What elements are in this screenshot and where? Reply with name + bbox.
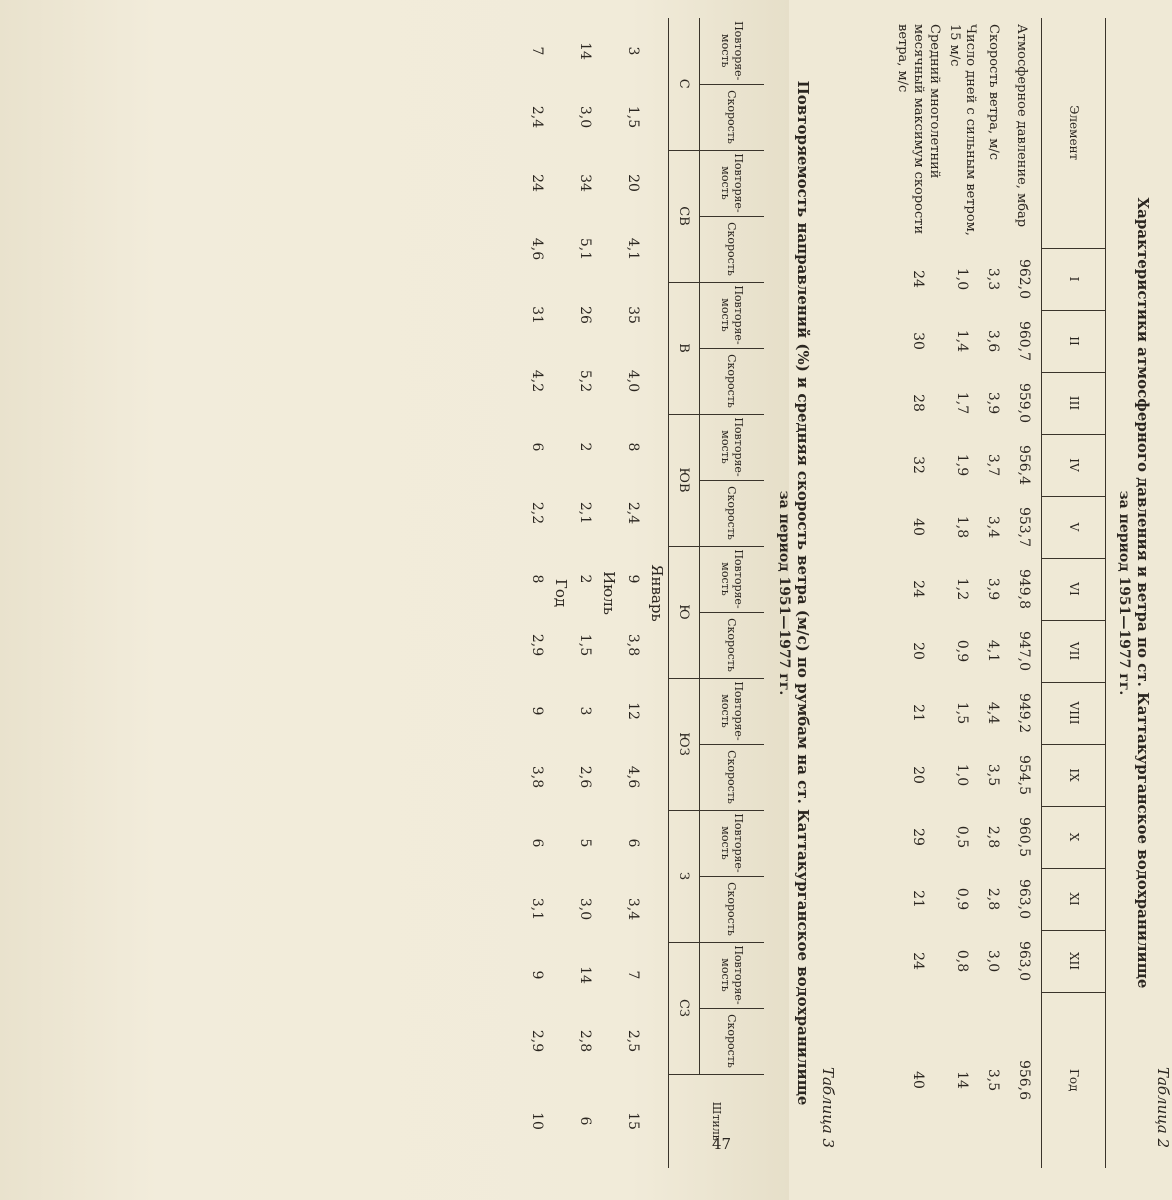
table2-title: Характеристики атмосферного давления и ветра по ст. Каттакурганское водохранилище <box>1134 197 1152 989</box>
table3-cell: 3,4 <box>625 897 641 921</box>
table3-cell: 9 <box>529 706 545 716</box>
table3-cell: 31 <box>529 306 545 324</box>
table3-header-speed: Скорость <box>700 1008 765 1074</box>
table3-cell: 35 <box>625 306 641 324</box>
table2-body <box>891 18 1042 1168</box>
table3-cell: 2,2 <box>529 501 545 525</box>
table2-cell: 963,0 <box>1016 940 1032 982</box>
table3-row <box>620 18 646 1168</box>
table2-cell: 956,6 <box>1016 1059 1032 1101</box>
table3-cell: 5,1 <box>577 237 593 261</box>
table3-cell: 4,1 <box>625 237 641 261</box>
table2-cell: 3,7 <box>985 453 1001 477</box>
table3-cell: 15 <box>625 1112 641 1130</box>
table2-cell: 3,5 <box>985 1068 1001 1092</box>
table3-cell: 4,6 <box>625 765 641 789</box>
table3-period-row <box>646 18 669 1168</box>
table3-cell: 6 <box>529 442 545 452</box>
table2-header-month: IX <box>1042 744 1107 806</box>
table3-cell: 3,8 <box>625 633 641 657</box>
table3-period-label: Июль <box>600 571 618 615</box>
table3-cell: 6 <box>577 1116 593 1126</box>
table2-cell: 0,5 <box>954 825 970 849</box>
table2-cell: 3,9 <box>985 577 1001 601</box>
table2-cell: 1,0 <box>954 267 970 291</box>
table3-direction-header: Ю <box>669 546 700 678</box>
table2-cell: 3,4 <box>985 515 1001 539</box>
table3-cell: 34 <box>577 174 593 192</box>
table3-row <box>572 18 598 1168</box>
table3-header-speed: Скорость <box>700 216 765 282</box>
table2-cell: 4,1 <box>985 639 1001 663</box>
table3-title: Повторяемость направлений (%) и средняя скорость ветра (м/с) по румбам на ст. Каттакурганское водохранилище <box>794 80 812 1106</box>
table2-cell: 3,5 <box>985 763 1001 787</box>
table3-cell: 8 <box>625 442 641 452</box>
table2-row <box>1007 18 1042 1168</box>
table3-header-speed: Скорость <box>700 744 765 810</box>
table3-cell: 6 <box>529 838 545 848</box>
table3-period-row <box>598 18 620 1168</box>
table3-cell: 2 <box>577 574 593 584</box>
table3-cell: 3,0 <box>577 105 593 129</box>
table3 <box>524 18 764 1168</box>
table2-cell: 40 <box>910 1071 926 1089</box>
table2-cell: 1,0 <box>954 763 970 787</box>
table3-header <box>669 18 765 1168</box>
table3-header-frequency: Повторяе-мость <box>700 942 765 1008</box>
table3-header-frequency: Повторяе-мость <box>700 546 765 612</box>
table3-direction-header: ЮЗ <box>669 678 700 810</box>
table2-cell: 20 <box>910 766 926 784</box>
table2-cell: 21 <box>910 704 926 722</box>
table3-period-label: Год <box>552 578 570 608</box>
table3-cell: 1,5 <box>577 633 593 657</box>
table3-cell: 1,5 <box>625 105 641 129</box>
table2-cell: 0,9 <box>954 639 970 663</box>
table2-cell: 14 <box>954 1071 970 1089</box>
table2-cell: 959,0 <box>1016 382 1032 424</box>
table3-header-frequency: Повторяе-мость <box>700 414 765 480</box>
table2-cell: 40 <box>910 518 926 536</box>
table3-cell: 2,9 <box>529 633 545 657</box>
table3-cell: 2,6 <box>577 765 593 789</box>
table3-cell: 14 <box>577 966 593 984</box>
table2-header-month: XII <box>1042 930 1107 992</box>
table2-header-year: Год <box>1042 992 1107 1168</box>
table2-row-label: Число дней с сильным ветром, 15 м/с <box>947 24 978 236</box>
table2-cell: 1,7 <box>954 391 970 415</box>
table3-header-speed: Скорость <box>700 876 765 942</box>
table2-header-row <box>1042 18 1107 1168</box>
table2-cell: 24 <box>910 580 926 598</box>
table2-row <box>979 18 1007 1168</box>
table2-cell: 963,0 <box>1016 878 1032 920</box>
table3-cell: 3,0 <box>577 897 593 921</box>
table3-header-frequency: Повторяе-мость <box>700 18 765 84</box>
table2-cell: 953,7 <box>1016 506 1032 548</box>
table3-cell: 3 <box>625 46 641 56</box>
table3-direction-header: ЮВ <box>669 414 700 546</box>
table2-cell: 3,6 <box>985 329 1001 353</box>
table2-cell: 949,8 <box>1016 568 1032 610</box>
table3-cell: 7 <box>625 970 641 980</box>
table3-cell: 4,2 <box>529 369 545 393</box>
table2-cell: 1,4 <box>954 329 970 353</box>
rotated-content <box>412 18 1172 1168</box>
table2-header-month: XI <box>1042 868 1107 930</box>
table3-header-speed: Скорость <box>700 348 765 414</box>
table3-header-calm: Штиль <box>669 1074 765 1168</box>
table2-header-month: VI <box>1042 558 1107 620</box>
table3-cell: 4,6 <box>529 237 545 261</box>
table3-subtitle: за период 1951—1977 гг. <box>776 490 792 696</box>
table3-direction-header: З <box>669 810 700 942</box>
table2-subtitle: за период 1951—1977 гг. <box>1116 490 1132 696</box>
table2-row-label: Средний многолетний месячный максимум скорости ветра, м/с <box>895 24 942 235</box>
table3-header-frequency: Повторяе-мость <box>700 282 765 348</box>
table2-caption: Таблица 2 <box>1154 1066 1172 1148</box>
table3-caption: Таблица 3 <box>819 1066 837 1148</box>
table2-cell: 4,4 <box>985 701 1001 725</box>
table3-period-label: Январь <box>648 564 666 622</box>
table3-header-frequency: Повторяе-мость <box>700 150 765 216</box>
table3-body <box>524 18 669 1168</box>
table2-row <box>945 18 979 1168</box>
table2-cell: 962,0 <box>1016 258 1032 300</box>
table2-cell: 0,9 <box>954 887 970 911</box>
table2-cell: 29 <box>910 828 926 846</box>
table3-cell: 8 <box>529 574 545 584</box>
table2-header-month: X <box>1042 806 1107 868</box>
table2-row-label: Скорость ветра, м/с <box>986 24 1001 161</box>
table3-row <box>524 18 550 1168</box>
table3-cell: 26 <box>577 306 593 324</box>
table2-cell: 30 <box>910 332 926 350</box>
table3-cell: 14 <box>577 42 593 60</box>
table2-cell: 32 <box>910 456 926 474</box>
table3-cell: 6 <box>625 838 641 848</box>
table3-cell: 3,1 <box>529 897 545 921</box>
table2-cell: 21 <box>910 890 926 908</box>
table2-cell: 24 <box>910 952 926 970</box>
table2-cell: 954,5 <box>1016 754 1032 796</box>
table3-cell: 2,1 <box>577 501 593 525</box>
table3-cell: 2,9 <box>529 1029 545 1053</box>
table2-cell: 960,7 <box>1016 320 1032 362</box>
table2-cell: 1,8 <box>954 515 970 539</box>
table3-direction-header: С <box>669 18 700 150</box>
table3-cell: 3,8 <box>529 765 545 789</box>
table3-direction-header: СЗ <box>669 942 700 1074</box>
table2-header-month: V <box>1042 496 1107 558</box>
table3-cell: 5,2 <box>577 369 593 393</box>
table2-header-month: II <box>1042 310 1107 372</box>
table3-header-frequency: Повторяе-мость <box>700 678 765 744</box>
table3-cell: 2,4 <box>529 105 545 129</box>
table3-direction-header: В <box>669 282 700 414</box>
table2-header-month: IV <box>1042 434 1107 496</box>
table3-cell: 5 <box>577 838 593 848</box>
table2 <box>891 18 1106 1168</box>
table2-cell: 24 <box>910 270 926 288</box>
table2-cell: 949,2 <box>1016 692 1032 734</box>
table3-cell: 3 <box>577 706 593 716</box>
table2-cell: 1,9 <box>954 453 970 477</box>
table2-header-month: III <box>1042 372 1107 434</box>
table3-cell: 2,5 <box>625 1029 641 1053</box>
table2-cell: 2,8 <box>985 825 1001 849</box>
table2-cell: 2,8 <box>985 887 1001 911</box>
table3-period-row <box>550 18 572 1168</box>
table3-cell: 7 <box>529 46 545 56</box>
table3-cell: 2,8 <box>577 1029 593 1053</box>
table3-header-speed: Скорость <box>700 84 765 150</box>
table3-cell: 9 <box>625 574 641 584</box>
table2-cell: 960,5 <box>1016 816 1032 858</box>
table3-direction-row <box>669 18 700 1168</box>
table3-subheader-row <box>700 18 765 1168</box>
table2-cell: 3,9 <box>985 391 1001 415</box>
table3-cell: 24 <box>529 174 545 192</box>
table3-header-speed: Скорость <box>700 480 765 546</box>
table2-cell: 3,3 <box>985 267 1001 291</box>
table2-cell: 1,2 <box>954 577 970 601</box>
table3-header-speed: Скорость <box>700 612 765 678</box>
table3-cell: 4,0 <box>625 369 641 393</box>
table2-cell: 956,4 <box>1016 444 1032 486</box>
table2-header-month: VII <box>1042 620 1107 682</box>
table3-cell: 10 <box>529 1112 545 1130</box>
table2-header-month: VIII <box>1042 682 1107 744</box>
table2-header-month: I <box>1042 248 1107 310</box>
table2-header-element: Элемент <box>1042 18 1107 248</box>
table3-cell: 2,4 <box>625 501 641 525</box>
table3-cell: 2 <box>577 442 593 452</box>
table2-row-label: Атмосферное давление, мбар <box>1014 24 1029 228</box>
table3-header-frequency: Повторяе-мость <box>700 810 765 876</box>
table2-cell: 3,0 <box>985 949 1001 973</box>
table2-cell: 0,8 <box>954 949 970 973</box>
table2-cell: 947,0 <box>1016 630 1032 672</box>
table3-cell: 12 <box>625 702 641 720</box>
table2-cell: 20 <box>910 642 926 660</box>
table2-row <box>891 18 945 1168</box>
page-number: 47 <box>712 1135 732 1153</box>
table2-cell: 1,5 <box>954 701 970 725</box>
table3-cell: 9 <box>529 970 545 980</box>
table3-cell: 20 <box>625 174 641 192</box>
table2-cell: 28 <box>910 394 926 412</box>
table3-direction-header: СВ <box>669 150 700 282</box>
